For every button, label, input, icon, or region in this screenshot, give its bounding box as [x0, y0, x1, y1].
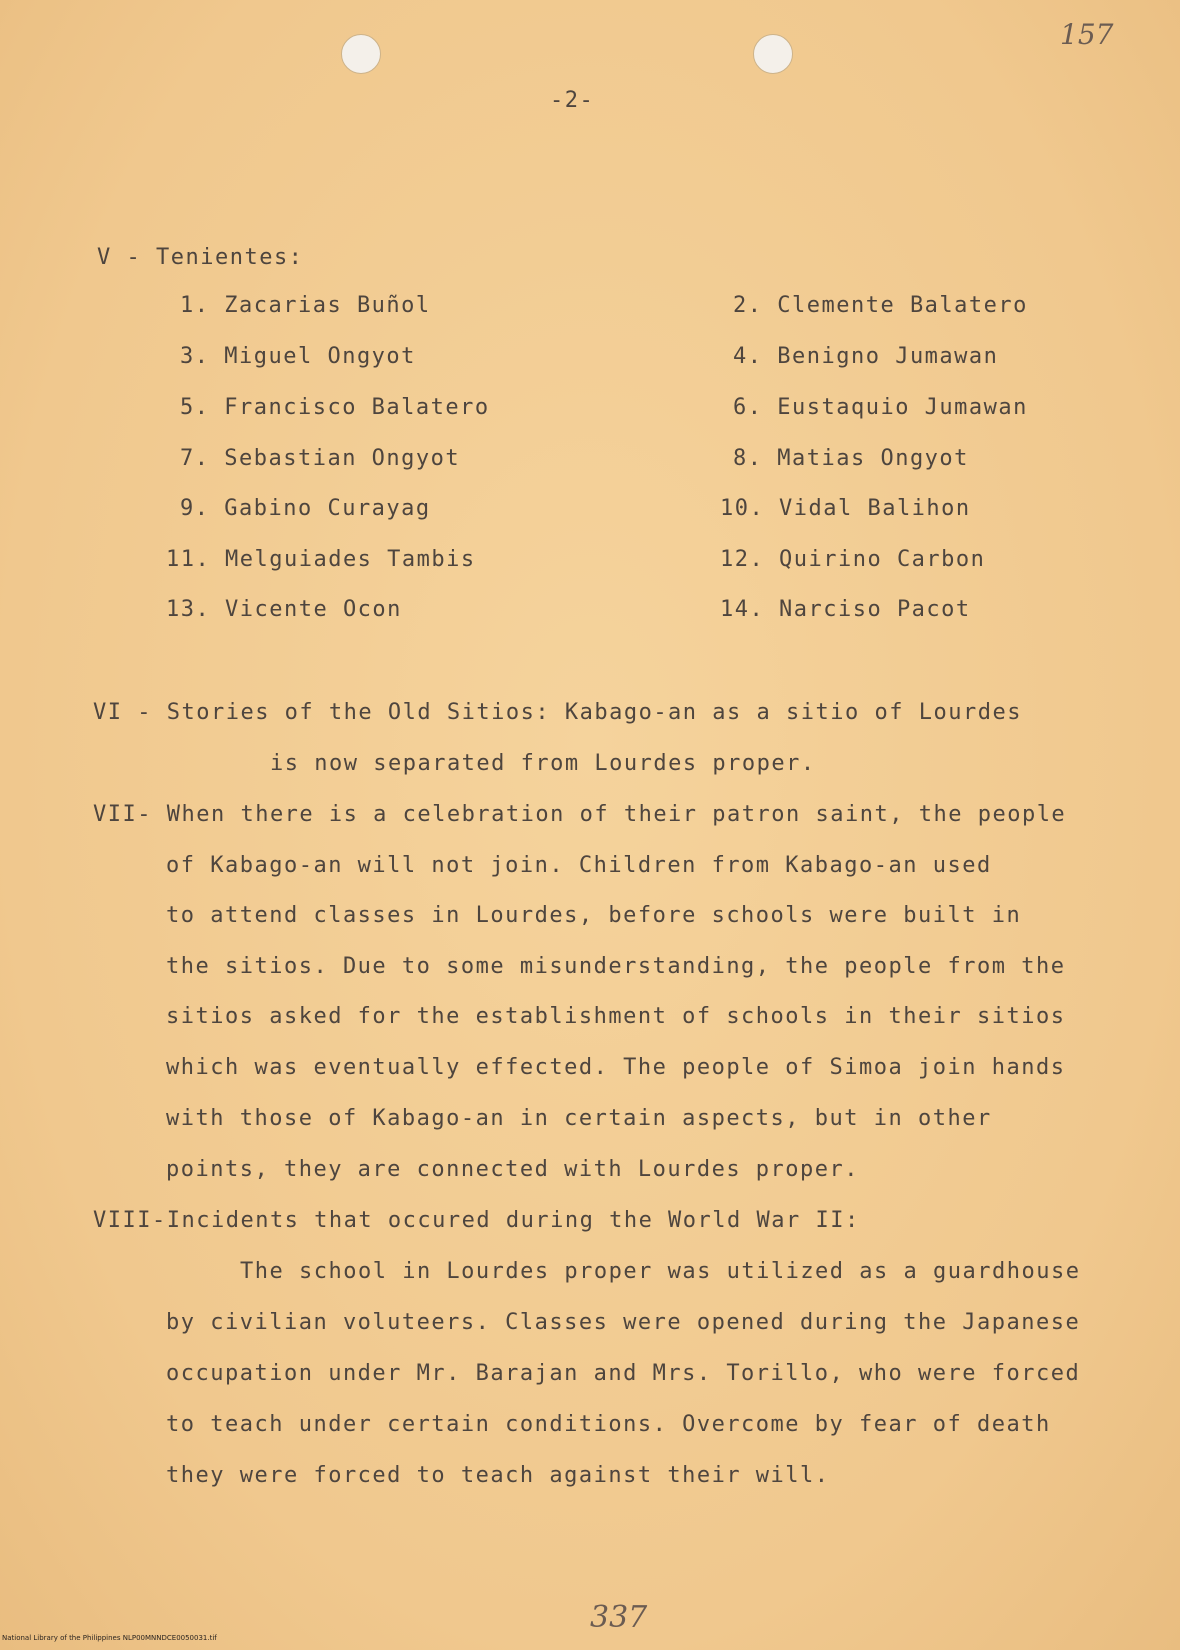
teniente-item: 9. Gabino Curayag	[180, 496, 431, 521]
teniente-item: 7. Sebastian Ongyot	[180, 446, 461, 471]
section-vi-line: VI - Stories of the Old Sitios: Kabago-an as a sitio of Lourdes	[93, 700, 1022, 725]
section-viii-line: by civilian voluteers. Classes were opened during the Japanese	[166, 1310, 1081, 1335]
section-viii-line: to teach under certain conditions. Overcome by fear of death	[166, 1412, 1051, 1437]
teniente-item: 6. Eustaquio Jumawan	[733, 395, 1028, 420]
teniente-item: 8. Matias Ongyot	[733, 446, 969, 471]
teniente-item: 1. Zacarias Buñol	[180, 293, 431, 318]
teniente-item: 2. Clemente Balatero	[733, 293, 1028, 318]
section-viii-line: they were forced to teach against their will.	[166, 1463, 830, 1488]
page-number: -2-	[550, 88, 595, 113]
teniente-item: 11. Melguiades Tambis	[166, 547, 476, 572]
section-vii-line: which was eventually effected. The people of Simoa join hands	[166, 1055, 1066, 1080]
section-vii-line: with those of Kabago-an in certain aspects, but in other	[166, 1106, 992, 1131]
section-vii-line: the sitios. Due to some misunderstanding, the people from the	[166, 954, 1066, 979]
teniente-item: 5. Francisco Balatero	[180, 395, 490, 420]
teniente-item: 4. Benigno Jumawan	[733, 344, 999, 369]
library-footer: National Library of the Philippines NLP00MNNDCE0050031.tif	[2, 1634, 217, 1642]
punch-hole-right	[753, 34, 793, 74]
section-viii-line: occupation under Mr. Barajan and Mrs. Torillo, who were forced	[166, 1361, 1081, 1386]
section-viii-line: The school in Lourdes proper was utilized as a guardhouse	[240, 1259, 1081, 1284]
section-vi-line: is now separated from Lourdes proper.	[270, 751, 816, 776]
section-vii-line: VII- When there is a celebration of their patron saint, the people	[93, 802, 1067, 827]
section-vii-line: points, they are connected with Lourdes proper.	[166, 1157, 860, 1182]
section-vii-line: of Kabago-an will not join. Children from Kabago-an used	[166, 853, 992, 878]
teniente-item: 10. Vidal Balihon	[720, 496, 971, 521]
bottom-handwritten-number: 337	[590, 1600, 648, 1635]
teniente-item: 3. Miguel Ongyot	[180, 344, 416, 369]
teniente-item: 12. Quirino Carbon	[720, 547, 986, 572]
page-stamp: 157	[1060, 18, 1114, 51]
teniente-item: 14. Narciso Pacot	[720, 597, 971, 622]
teniente-item: 13. Vicente Ocon	[166, 597, 402, 622]
section-vii-line: to attend classes in Lourdes, before schools were built in	[166, 903, 1022, 928]
tenientes-heading: V - Tenientes:	[97, 245, 304, 270]
section-vii-line: sitios asked for the establishment of schools in their sitios	[166, 1004, 1066, 1029]
punch-hole-left	[341, 34, 381, 74]
section-viii-heading: VIII-Incidents that occured during the World War II:	[93, 1208, 860, 1233]
